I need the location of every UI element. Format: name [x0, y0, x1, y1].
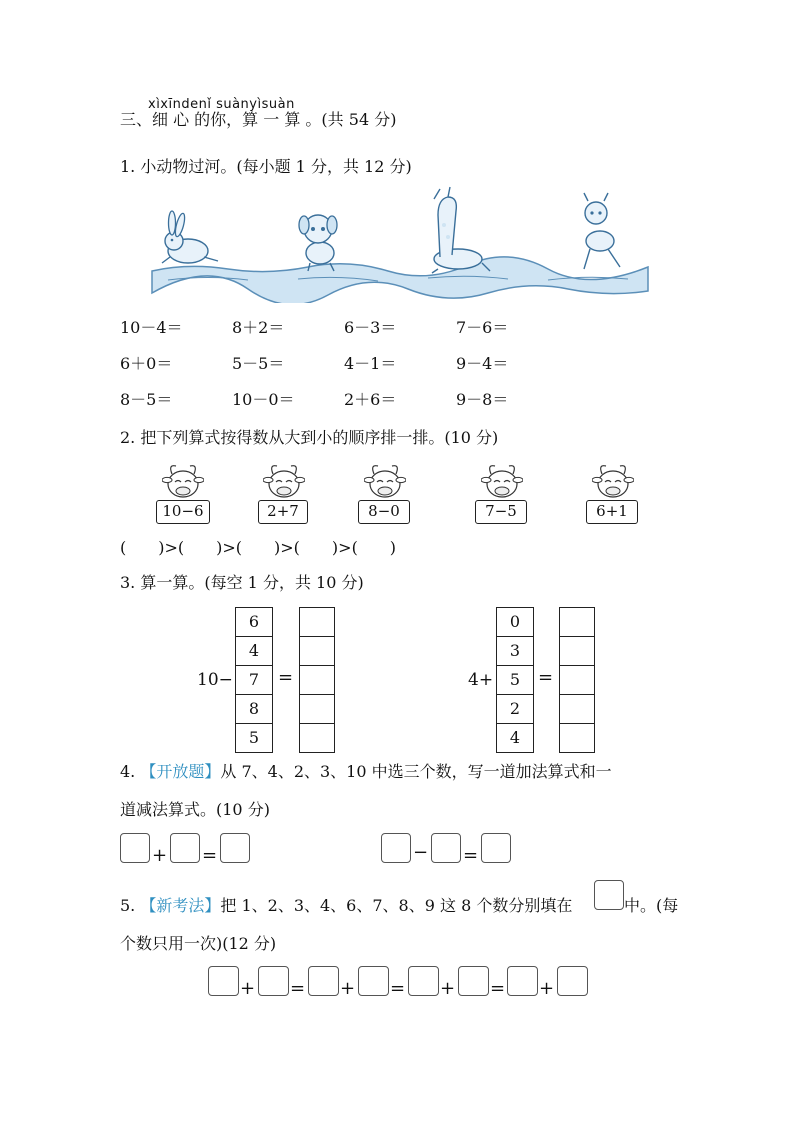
- q3-right-equals: =: [538, 667, 554, 688]
- equals-sign: =: [202, 845, 218, 866]
- section-title: 三、细 心 的你，算 一 算 。(共 54 分): [120, 110, 397, 129]
- q1-eq: 9－8＝: [456, 390, 509, 409]
- equals-sign: =: [390, 978, 406, 999]
- answer-cell[interactable]: [300, 724, 334, 752]
- number-cell: 4: [509, 728, 521, 747]
- equals-sign: =: [290, 978, 306, 999]
- answer-cell[interactable]: [560, 637, 594, 666]
- number-cell: 7: [236, 666, 272, 695]
- answer-box[interactable]: [258, 966, 289, 996]
- answer-box[interactable]: [481, 833, 511, 863]
- plus-sign: +: [240, 978, 256, 999]
- number-cell: 8: [236, 695, 272, 724]
- q5-line2: 个数只用一次)(12 分): [120, 934, 277, 953]
- q1-title: 1. 小动物过河。(每小题 1 分，共 12 分): [120, 157, 412, 176]
- answer-cell[interactable]: [300, 666, 334, 695]
- plus-sign: +: [152, 845, 168, 866]
- q3-title: 3. 算一算。(每空 1 分，共 10 分): [120, 573, 364, 592]
- number-cell: 5: [497, 666, 533, 695]
- minus-sign: −: [413, 842, 429, 863]
- number-cell: 2: [497, 695, 533, 724]
- expression-card: 2+7: [258, 500, 308, 524]
- answer-box[interactable]: [308, 966, 339, 996]
- q3-right-prefix: 4+: [468, 670, 494, 690]
- equals-sign: =: [463, 845, 479, 866]
- q1-eq: 2＋6＝: [344, 390, 397, 409]
- expression-card: 6+1: [586, 500, 638, 524]
- q3-left-equals: =: [278, 667, 294, 688]
- q1-eq: 10－4＝: [120, 318, 183, 337]
- puppy-icon: [299, 215, 337, 271]
- deer-icon: [584, 193, 620, 269]
- q1-eq: 6＋0＝: [120, 354, 173, 373]
- q5-text: 把 1、2、3、4、6、7、8、9 这 8 个数分别填在: [220, 896, 573, 915]
- answer-cell[interactable]: [300, 695, 334, 724]
- answer-box[interactable]: [507, 966, 538, 996]
- river-illustration: [148, 185, 652, 303]
- number-cell: 0: [497, 608, 533, 637]
- answer-box[interactable]: [381, 833, 411, 863]
- equals-sign: =: [490, 978, 506, 999]
- answer-box[interactable]: [120, 833, 150, 863]
- answer-box[interactable]: [170, 833, 200, 863]
- q1-eq: 6－3＝: [344, 318, 397, 337]
- plus-sign: +: [340, 978, 356, 999]
- q2-title: 2. 把下列算式按得数从大到小的顺序排一排。(10 分): [120, 428, 499, 447]
- number-cell: 4: [236, 637, 272, 666]
- q1-eq: 5－5＝: [232, 354, 285, 373]
- giraffe-icon: [432, 187, 490, 273]
- answer-cell[interactable]: [560, 695, 594, 724]
- q1-eq: 9－4＝: [456, 354, 509, 373]
- q3-right-number-column: [496, 607, 534, 753]
- q4-number: 4.: [120, 762, 136, 781]
- answer-cell[interactable]: [300, 608, 334, 637]
- q3-left-number-column: [235, 607, 273, 753]
- goat-icon: [481, 460, 523, 500]
- goat-icon: [364, 460, 406, 500]
- q3-left-prefix: 10−: [197, 670, 233, 690]
- answer-cell[interactable]: [560, 608, 594, 637]
- q4-line1: [120, 762, 612, 782]
- answer-box[interactable]: [358, 966, 389, 996]
- goat-icon: [263, 460, 305, 500]
- answer-box[interactable]: [408, 966, 439, 996]
- inline-box-sample: [594, 880, 624, 910]
- q1-eq: 10－0＝: [232, 390, 295, 409]
- goat-icon: [592, 460, 634, 500]
- q1-eq: 4－1＝: [344, 354, 397, 373]
- number-cell: 6: [236, 608, 272, 637]
- q5-line1: [120, 896, 572, 916]
- q4-text: 从 7、4、2、3、10 中选三个数，写一道加法算式和一: [220, 762, 612, 781]
- q2-answer-line: ( )>( )>( )>( )>( ): [120, 538, 397, 557]
- q3-right-answer-column[interactable]: [559, 607, 595, 753]
- q5-number: 5.: [120, 896, 136, 915]
- number-cell: 3: [497, 637, 533, 666]
- answer-box[interactable]: [458, 966, 489, 996]
- answer-box[interactable]: [557, 966, 588, 996]
- rabbit-icon: [162, 211, 218, 263]
- q4-tag: 【开放题】: [140, 762, 221, 781]
- q1-eq: 8＋2＝: [232, 318, 285, 337]
- plus-sign: +: [539, 978, 555, 999]
- q1-eq: 7－6＝: [456, 318, 509, 337]
- answer-box[interactable]: [431, 833, 461, 863]
- expression-card: 10−6: [156, 500, 210, 524]
- answer-cell[interactable]: [300, 637, 334, 666]
- answer-cell[interactable]: [560, 724, 594, 752]
- answer-cell[interactable]: [560, 666, 594, 695]
- expression-card: 8−0: [358, 500, 410, 524]
- answer-box[interactable]: [208, 966, 239, 996]
- q3-left-answer-column[interactable]: [299, 607, 335, 753]
- section-pinyin: xìxīndenǐ suànyìsuàn: [148, 97, 295, 112]
- expression-card: 7−5: [475, 500, 527, 524]
- river: [152, 257, 648, 303]
- number-cell: 5: [248, 728, 260, 747]
- q4-line2: 道减法算式。(10 分): [120, 800, 270, 819]
- plus-sign: +: [440, 978, 456, 999]
- q5-text-end: 中。(每: [624, 896, 679, 915]
- q1-eq: 8－5＝: [120, 390, 173, 409]
- goat-icon: [162, 460, 204, 500]
- q5-tag: 【新考法】: [140, 896, 221, 915]
- answer-box[interactable]: [220, 833, 250, 863]
